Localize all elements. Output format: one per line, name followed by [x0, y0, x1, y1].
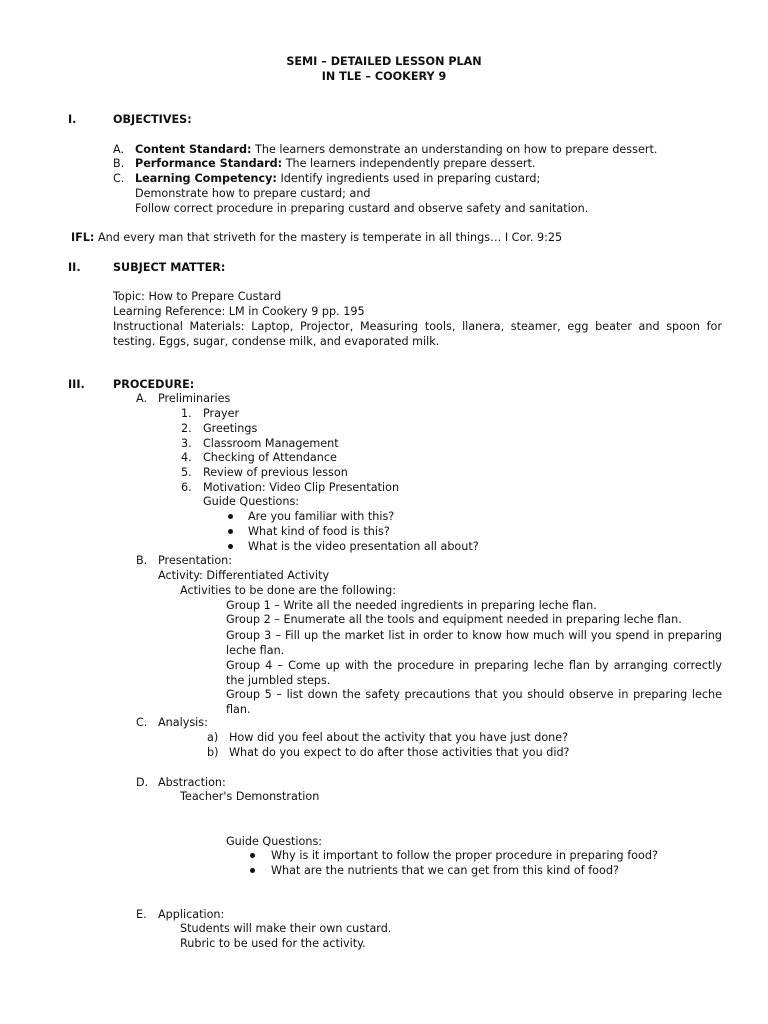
procedure-number: III.: [68, 378, 85, 391]
reference-line: Learning Reference: LM in Cookery 9 pp. 195: [113, 305, 365, 318]
bullet-icon: [250, 853, 255, 858]
bullet-icon: [250, 868, 255, 873]
preliminaries-label: Preliminaries: [158, 392, 231, 405]
group-item: Group 1 – Write all the needed ingredients in preparing leche flan.: [226, 599, 597, 612]
guide-question: What is the video presentation all about?: [248, 540, 479, 553]
guide-question: What kind of food is this?: [248, 525, 390, 538]
procedure-heading: PROCEDURE:: [113, 378, 195, 391]
objectives-heading: OBJECTIVES:: [113, 113, 192, 126]
bullet-icon: [228, 529, 233, 534]
list-number: 6.: [181, 481, 192, 494]
guide-questions-label: Guide Questions:: [226, 835, 323, 848]
objective-content-standard: [135, 143, 657, 157]
objective-label: Performance Standard:: [135, 157, 283, 170]
analysis-question: How did you feel about the activity that you have just done?: [229, 731, 569, 744]
activity-line: Activity: Differentiated Activity: [158, 569, 330, 582]
list-item: Greetings: [203, 422, 258, 435]
application-label: Application:: [158, 908, 225, 921]
objective-letter-b: B.: [113, 157, 125, 170]
group-item: Group 2 – Enumerate all the tools and equipment needed in preparing leche flan.: [226, 613, 682, 626]
subject-matter-number: II.: [68, 261, 81, 274]
list-number: 4.: [181, 451, 192, 464]
list-item: Review of previous lesson: [203, 466, 348, 479]
list-item: Classroom Management: [203, 437, 339, 450]
list-item: Motivation: Video Clip Presentation: [203, 481, 400, 494]
analysis-item-letter: b): [207, 746, 219, 759]
ifl-label: IFL:: [71, 231, 95, 244]
list-number: 5.: [181, 466, 192, 479]
activities-intro: Activities to be done are the following:: [180, 584, 397, 597]
application-line: Rubric to be used for the activity.: [180, 937, 366, 950]
objective-label: Learning Competency:: [135, 172, 277, 185]
abstraction-letter: D.: [136, 776, 149, 789]
topic-line: Topic: How to Prepare Custard: [113, 290, 282, 303]
group-item: Group 5 – list down the safety precautions that you should observe in preparing leche flan.: [226, 688, 722, 716]
objective-text: The learners demonstrate an understanding on how to prepare dessert.: [251, 143, 658, 156]
objectives-number: I.: [68, 113, 77, 126]
list-item: Prayer: [203, 407, 240, 420]
materials-paragraph: Instructional Materials: Laptop, Projector, Measuring tools, llanera, steamer, egg beater and spoon for testing. Eggs, sugar, condense milk, and evaporated milk.: [113, 320, 722, 348]
title-line-1: SEMI – DETAILED LESSON PLAN: [286, 55, 482, 68]
bullet-icon: [228, 544, 233, 549]
guide-question: Are you familiar with this?: [248, 510, 395, 523]
list-number: 2.: [181, 422, 192, 435]
guide-question: What are the nutrients that we can get from this kind of food?: [271, 864, 619, 877]
presentation-letter: B.: [136, 554, 148, 567]
analysis-item-letter: a): [207, 731, 219, 744]
objective-learning-competency: [135, 172, 540, 186]
application-line: Students will make their own custard.: [180, 922, 392, 935]
competency-line-3: Follow correct procedure in preparing custard and observe safety and sanitation.: [135, 202, 589, 215]
objective-letter-c: C.: [113, 172, 125, 185]
subject-matter-heading: SUBJECT MATTER:: [113, 261, 226, 274]
abstraction-label: Abstraction:: [158, 776, 226, 789]
presentation-label: Presentation:: [158, 554, 233, 567]
title-line-2: IN TLE – COOKERY 9: [321, 70, 447, 83]
list-item: Checking of Attendance: [203, 451, 337, 464]
demonstration-line: Teacher's Demonstration: [180, 790, 320, 803]
preliminaries-letter: A.: [136, 392, 148, 405]
group-item: Group 3 – Fill up the market list in order to know how much will you spend in preparing leche flan.: [226, 629, 722, 657]
guide-question: Why is it important to follow the proper procedure in preparing food?: [271, 849, 658, 862]
application-letter: E.: [136, 908, 147, 921]
objective-letter-a: A.: [113, 143, 125, 156]
objective-label: Content Standard:: [135, 143, 252, 156]
objective-text: Identify ingredients used in preparing custard;: [276, 172, 541, 185]
bullet-icon: [228, 514, 233, 519]
analysis-label: Analysis:: [158, 716, 208, 729]
list-number: 1.: [181, 407, 192, 420]
competency-line-2: Demonstrate how to prepare custard; and: [135, 187, 371, 200]
ifl-text: And every man that striveth for the mastery is temperate in all things… I Cor. 9:25: [94, 231, 563, 244]
objective-text: The learners independently prepare dessert.: [282, 157, 536, 170]
analysis-letter: C.: [136, 716, 148, 729]
list-number: 3.: [181, 437, 192, 450]
objective-performance-standard: [135, 157, 535, 171]
group-item: Group 4 – Come up with the procedure in preparing leche flan by arranging correctly the jumbled steps.: [226, 659, 722, 687]
analysis-question: What do you expect to do after those activities that you did?: [229, 746, 570, 759]
guide-questions-label: Guide Questions:: [203, 495, 300, 508]
ifl-line: [71, 231, 562, 245]
